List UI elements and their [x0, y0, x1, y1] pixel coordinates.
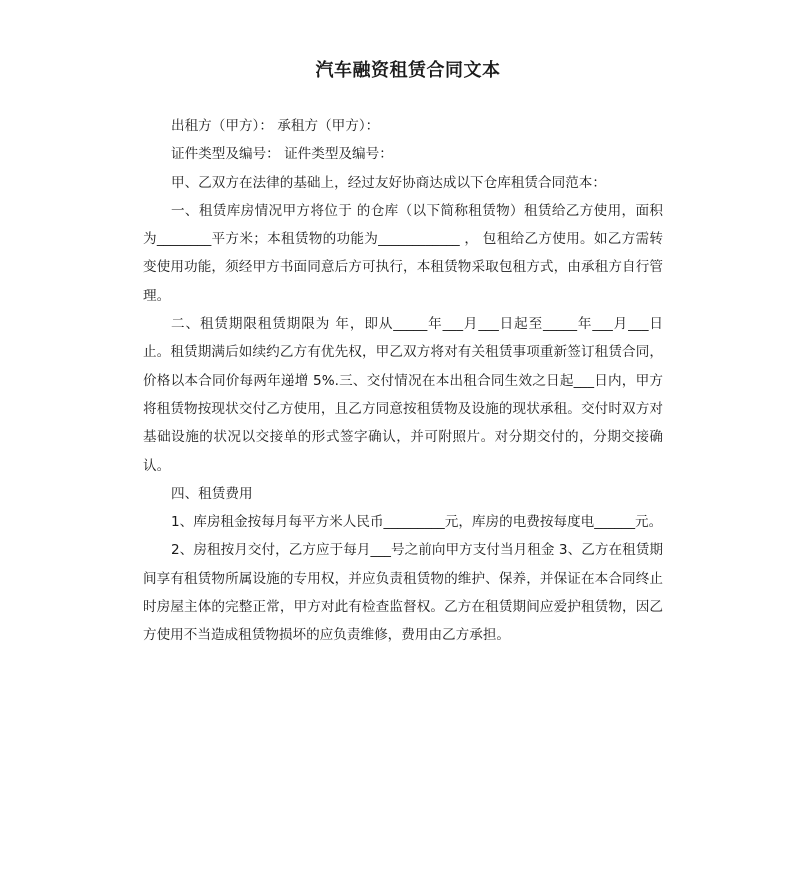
clause-4-heading: 四、租赁费用 [171, 485, 253, 502]
clause-4-item-1: 1、库房租金按每月每平方米人民币_________元，库房的电费按每度电______元。 [171, 514, 663, 531]
clause-2-paragraph: 二、租赁期限租赁期限为 年，即从_____年___月___日起至_____年___月___日止。租赁期满后如续约乙方有优先权，甲乙双方将对有关租赁事项重新签订租赁合同，价格以本合同价每两年递增 5%.三、交付情况在本出租合同生效之日起___日内，甲方将租赁物按现状交付乙方使用，且乙方同意按租赁物及设施的现状承租。交付时双方对基础设施的状况以交接单的形式签字确认，并可附照片。对分期交付的，分期交接确认。 [143, 316, 663, 474]
party-line-lessor: 出租方（甲方）： 承租方（甲方）： [171, 118, 380, 134]
party-line-id: 证件类型及编号： 证件类型及编号： [171, 146, 393, 163]
document-title: 汽车融资租赁合同文本 [315, 60, 501, 81]
clause-4-item-2: 2、房租按月交付，乙方应于每月___号之前向甲方支付当月租金 3、乙方在租赁期间享有租赁物所属设施的专用权，并应负责租赁物的维护、保养，并保证在本合同终止时房屋主体的完整正常，甲方对此有检查监督权。乙方在租赁期间应爱护租赁物，因乙方使用不当造成租赁物损坏的应负责维修，费用由乙方承担。 [143, 542, 663, 644]
preamble-paragraph: 甲、乙双方在法律的基础上，经过友好协商达成以下仓库租赁合同范本： [171, 174, 606, 191]
document-body [143, 112, 663, 650]
clause-1-paragraph: 一、租赁库房情况甲方将位于 的仓库（以下简称租赁物）租赁给乙方使用，面积为________平方米；本租赁物的功能为____________ ， 包租给乙方使用。如乙方需转变使用功能，须经甲方书面同意后方可执行，本租赁物采取包租方式，由承租方自行管理。 [143, 202, 663, 304]
